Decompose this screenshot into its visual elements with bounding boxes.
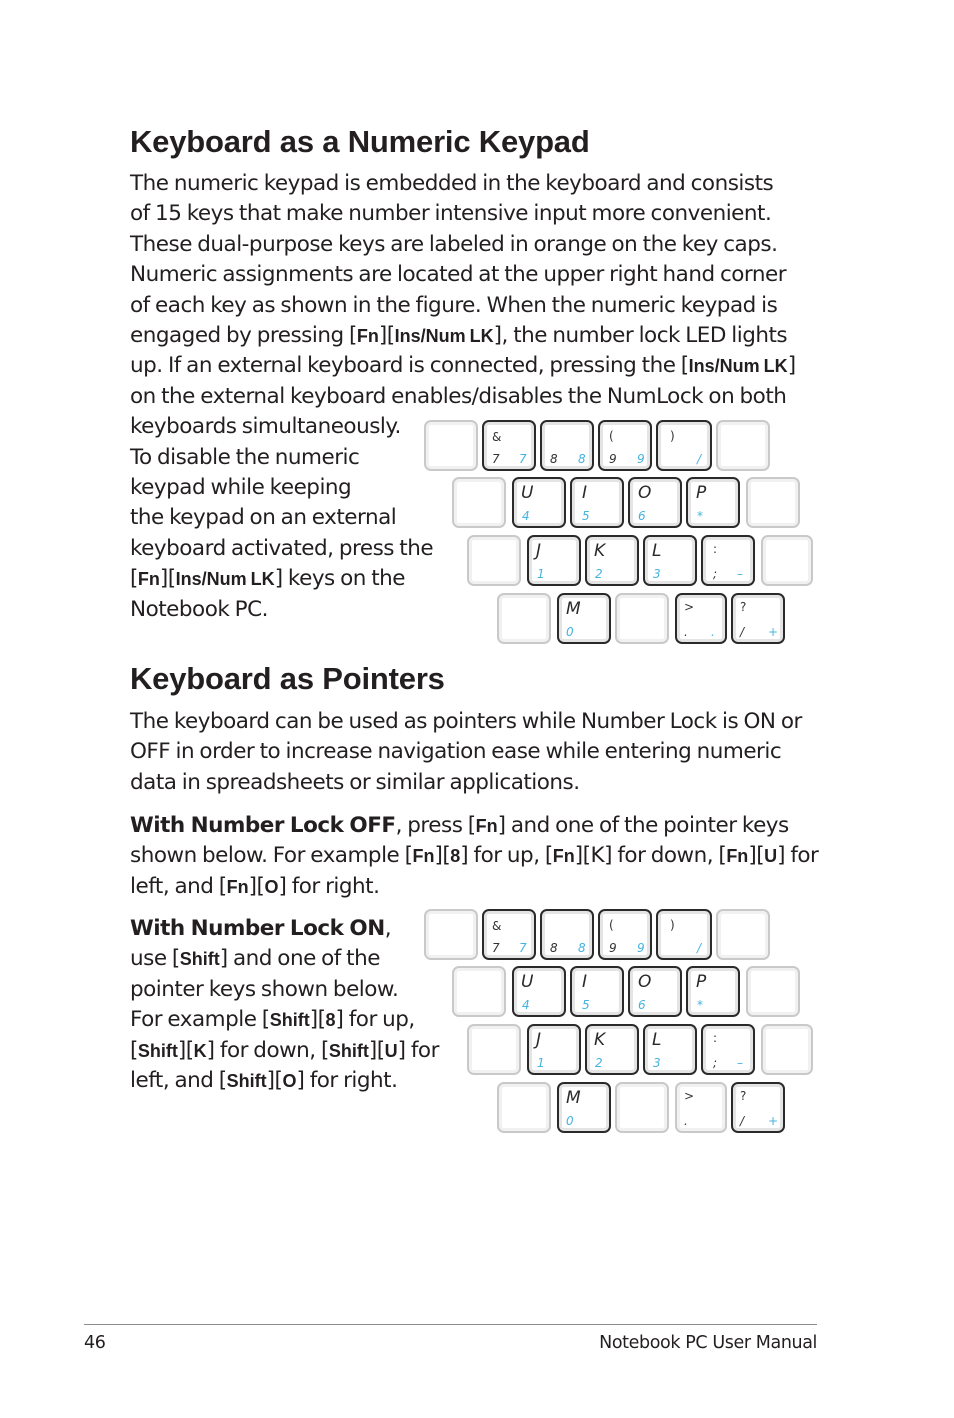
key-blank bbox=[761, 535, 813, 586]
key-period: > . bbox=[675, 1082, 727, 1133]
key-blank bbox=[615, 1082, 669, 1133]
key-p: P * bbox=[686, 477, 740, 528]
page-number: 46 bbox=[84, 1333, 106, 1353]
key-blank bbox=[497, 593, 551, 644]
key-o: O 6 bbox=[628, 477, 682, 528]
manual-title: Notebook PC User Manual bbox=[599, 1333, 817, 1353]
number-lock-off-paragraph: With Number Lock OFF, press [Fn] and one of the pointer keys shown below. For example [Fn][8] for up, [Fn][K] for down, [Fn][U] for left, and [Fn][O] for right. bbox=[130, 813, 819, 899]
key-slash: ? / + bbox=[731, 593, 785, 644]
footer-rule bbox=[84, 1324, 817, 1325]
key-blank bbox=[467, 535, 521, 586]
key-blank bbox=[746, 966, 800, 1017]
key-8: 8 8 bbox=[540, 420, 594, 471]
key-m: M 0 bbox=[557, 1082, 611, 1133]
key-blank bbox=[746, 477, 800, 528]
key-p: P * bbox=[686, 966, 740, 1017]
key-blank bbox=[424, 909, 478, 960]
key-slash: ? / + bbox=[731, 1082, 785, 1133]
section-title-pointers: Keyboard as Pointers bbox=[130, 661, 445, 696]
numeric-keypad-figure bbox=[420, 416, 810, 648]
key-0: ) / bbox=[656, 420, 712, 471]
key-9: ( 9 9 bbox=[598, 909, 652, 960]
key-j: J 1 bbox=[527, 535, 581, 586]
key-k: K 2 bbox=[585, 1024, 639, 1075]
key-u: U 4 bbox=[512, 966, 566, 1017]
key-l: L 3 bbox=[643, 1024, 697, 1075]
key-u: U 4 bbox=[512, 477, 566, 528]
key-8: 8 8 bbox=[540, 909, 594, 960]
section-title-numeric-keypad: Keyboard as a Numeric Keypad bbox=[130, 124, 590, 159]
key-semicolon: : ; – bbox=[701, 535, 755, 586]
key-m: M 0 bbox=[557, 593, 611, 644]
key-blank bbox=[716, 420, 770, 471]
key-i: I 5 bbox=[570, 477, 624, 528]
key-semicolon: : ; – bbox=[701, 1024, 755, 1075]
key-o: O 6 bbox=[628, 966, 682, 1017]
pointers-intro-paragraph: The keyboard can be used as pointers while Number Lock is ON or OFF in order to increase navigation ease while entering numeric data in spreadsheets or similar applications. bbox=[130, 709, 802, 795]
key-blank bbox=[467, 1024, 521, 1075]
key-7: & 7 7 bbox=[482, 420, 536, 471]
key-l: L 3 bbox=[643, 535, 697, 586]
key-period: > . . bbox=[675, 593, 727, 644]
key-7: & 7 7 bbox=[482, 909, 536, 960]
number-lock-on-paragraph: With Number Lock ON, use [Shift] and one of the pointer keys shown below. For example [Shift][8] for up, [Shift][K] for down, [Shift][U] for left, and [Shift][O] for right. bbox=[130, 916, 439, 1094]
key-blank bbox=[497, 1082, 551, 1133]
key-k: K 2 bbox=[585, 535, 639, 586]
key-9: ( 9 9 bbox=[598, 420, 652, 471]
key-blank bbox=[716, 909, 770, 960]
key-0: ) / bbox=[656, 909, 712, 960]
key-blank bbox=[615, 593, 669, 644]
key-blank bbox=[424, 420, 478, 471]
numeric-keypad-paragraph: The numeric keypad is embedded in the keyboard and consists of 15 keys that make number intensive input more convenient. These dual-purpose keys are labeled in orange on the key caps. Numeric assignments are located at the upper right hand corner of each key as shown in the figure. When the numeric keypad is engaged by pressing [Fn][Ins/Num LK], the number lock LED lights up. If an external keyboard is connected, pressing the [Ins/Num LK] on the external keyboard enables/disables the NumLock on both keyboards simultaneously. To disable the numeric keypad while keeping the keypad on an external keyboard activated, press the [Fn][Ins/Num LK] keys on the Notebook PC. bbox=[130, 171, 796, 622]
key-blank bbox=[452, 966, 506, 1017]
key-i: I 5 bbox=[570, 966, 624, 1017]
pointer-keys-figure bbox=[420, 905, 810, 1137]
key-blank bbox=[761, 1024, 813, 1075]
key-blank bbox=[452, 477, 506, 528]
key-j: J 1 bbox=[527, 1024, 581, 1075]
